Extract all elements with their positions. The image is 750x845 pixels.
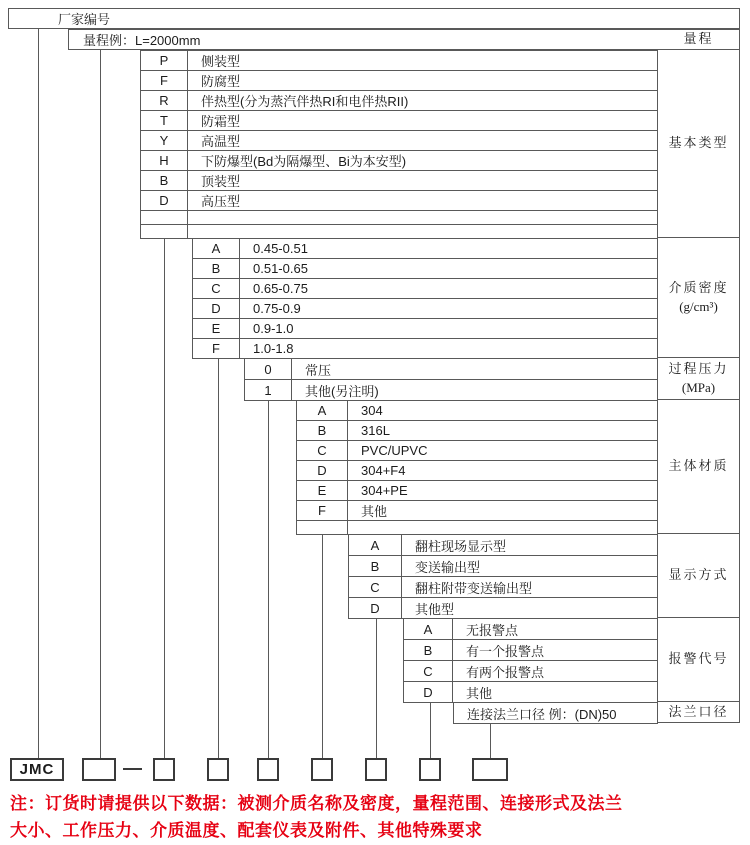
basic-type-table <box>140 50 658 239</box>
density-code: C <box>193 279 240 298</box>
material-desc: 304 <box>361 403 383 418</box>
density-desc: 1.0-1.8 <box>253 341 294 356</box>
flange-row <box>453 702 658 724</box>
label-display-mode: 显示方式 <box>658 534 740 618</box>
alarm-table <box>403 618 658 703</box>
display-code: D <box>349 598 402 618</box>
type-code: T <box>141 111 188 130</box>
type-code: Y <box>141 131 188 150</box>
connector-line <box>164 238 165 758</box>
display-code: C <box>349 577 402 597</box>
order-note-line-2: 大小、工作压力、介质温度、配套仪表及附件、其他特殊要求 <box>10 821 483 840</box>
connector-line <box>490 723 491 758</box>
material-row <box>296 421 658 441</box>
basic-type-row <box>140 131 658 151</box>
density-desc: 0.9-1.0 <box>253 321 294 336</box>
material-desc: 316L <box>361 423 390 438</box>
pressure-desc: 其他(另注明) <box>305 383 379 399</box>
connector-line <box>38 29 39 758</box>
basic-type-row <box>140 171 658 191</box>
material-row <box>296 481 658 501</box>
basic-type-row <box>140 151 658 171</box>
pressure-table <box>244 358 658 401</box>
alarm-desc: 其他 <box>466 685 493 701</box>
display-desc: 翻柱现场显示型 <box>415 538 507 554</box>
material-desc: 304+PE <box>361 483 408 498</box>
pressure-desc: 常压 <box>305 362 332 378</box>
material-code: F <box>297 501 348 520</box>
type-code: H <box>141 151 188 170</box>
display-code: A <box>349 535 402 555</box>
type-desc: 防霜型 <box>201 114 241 129</box>
material-code: C <box>297 441 348 460</box>
material-row <box>296 501 658 521</box>
model-code-box-density <box>207 758 229 781</box>
label-range: 量程 <box>658 29 740 50</box>
manufacturer-label: 厂家编号 <box>58 12 111 27</box>
basic-type-empty-row <box>140 225 658 239</box>
density-row <box>192 339 658 359</box>
model-code-box-flange <box>472 758 508 781</box>
model-code-box-material <box>311 758 333 781</box>
connector-line <box>100 50 101 758</box>
alarm-desc: 有两个报警点 <box>466 664 545 680</box>
connector-line <box>430 702 431 758</box>
pressure-code: 1 <box>245 380 292 400</box>
density-code: E <box>193 319 240 338</box>
basic-type-row <box>140 71 658 91</box>
material-desc: PVC/UPVC <box>361 443 428 458</box>
pressure-row <box>244 359 658 380</box>
density-code: B <box>193 259 240 278</box>
type-desc: 高温型 <box>201 134 241 149</box>
flange-desc: 连接法兰口径 例：(DN)50 <box>467 706 617 722</box>
alarm-row <box>403 661 658 682</box>
type-code: D <box>141 191 188 210</box>
density-row <box>192 279 658 299</box>
material-code: E <box>297 481 348 500</box>
alarm-row <box>403 640 658 661</box>
label-basic-type: 基本类型 <box>658 50 740 238</box>
type-desc: 侧装型 <box>201 54 241 69</box>
material-code: B <box>297 421 348 440</box>
basic-type-row <box>140 111 658 131</box>
alarm-code: B <box>404 640 453 660</box>
order-note-line-1: 注：订货时请提供以下数据：被测介质名称及密度，量程范围、连接形式及法兰 <box>10 794 623 813</box>
display-row <box>348 577 658 598</box>
material-empty-row <box>296 521 658 535</box>
label-density: 介质密度 (g/cm³) <box>658 238 740 358</box>
connector-line <box>268 400 269 758</box>
density-code: A <box>193 239 240 258</box>
type-desc: 顶装型 <box>201 174 241 189</box>
display-mode-table <box>348 534 658 619</box>
density-row <box>192 239 658 259</box>
model-code-separator <box>123 768 142 770</box>
display-desc: 翻柱附带变送输出型 <box>415 580 533 596</box>
connector-line <box>322 534 323 758</box>
model-code-box-alarm <box>419 758 441 781</box>
type-desc: 伴热型(分为蒸汽伴热RI和电伴热RII) <box>201 94 409 109</box>
material-desc: 其他 <box>361 504 388 519</box>
model-code-box-pressure <box>257 758 279 781</box>
model-code-box-display <box>365 758 387 781</box>
display-row <box>348 598 658 619</box>
alarm-desc: 有一个报警点 <box>466 643 545 659</box>
type-desc: 下防爆型(Bd为隔爆型、Bi为本安型) <box>201 154 407 169</box>
material-row <box>296 461 658 481</box>
label-flange-size: 法兰口径 <box>658 702 740 723</box>
density-code: D <box>193 299 240 318</box>
manufacturer-row <box>8 8 740 29</box>
material-desc: 304+F4 <box>361 463 406 478</box>
connector-line <box>376 618 377 758</box>
model-code-box-range <box>82 758 116 781</box>
type-desc: 高压型 <box>201 194 241 209</box>
basic-type-row <box>140 191 658 211</box>
material-code: D <box>297 461 348 480</box>
alarm-desc: 无报警点 <box>466 622 519 638</box>
type-code: R <box>141 91 188 110</box>
alarm-row <box>403 619 658 640</box>
material-row <box>296 401 658 421</box>
pressure-row <box>244 380 658 401</box>
material-code: A <box>297 401 348 420</box>
density-code: F <box>193 339 240 358</box>
basic-type-row <box>140 51 658 71</box>
pressure-code: 0 <box>245 359 292 379</box>
type-desc: 防腐型 <box>201 74 241 89</box>
range-text: 量程例：L=2000mm <box>83 33 201 48</box>
label-material: 主体材质 <box>658 400 740 534</box>
alarm-row <box>403 682 658 703</box>
density-desc: 0.75-0.9 <box>253 301 301 316</box>
basic-type-empty-row <box>140 211 658 225</box>
model-prefix-box: JMC <box>10 758 64 781</box>
density-desc: 0.45-0.51 <box>253 241 308 256</box>
range-row <box>68 29 658 50</box>
display-desc: 其他型 <box>415 601 455 617</box>
alarm-code: D <box>404 682 453 702</box>
density-desc: 0.65-0.75 <box>253 281 308 296</box>
display-row <box>348 556 658 577</box>
alarm-code: C <box>404 661 453 681</box>
connector-line <box>218 358 219 758</box>
density-table <box>192 238 658 359</box>
model-code-box-basic-type <box>153 758 175 781</box>
material-table <box>296 400 658 535</box>
display-code: B <box>349 556 402 576</box>
alarm-code: A <box>404 619 453 639</box>
display-desc: 变送输出型 <box>415 559 481 575</box>
density-desc: 0.51-0.65 <box>253 261 308 276</box>
material-row <box>296 441 658 461</box>
basic-type-row <box>140 91 658 111</box>
display-row <box>348 535 658 556</box>
type-code: B <box>141 171 188 190</box>
density-row <box>192 299 658 319</box>
label-pressure: 过程压力 (MPa) <box>658 358 740 400</box>
label-alarm-code: 报警代号 <box>658 618 740 702</box>
type-code: F <box>141 71 188 90</box>
type-code: P <box>141 51 188 70</box>
density-row <box>192 319 658 339</box>
density-row <box>192 259 658 279</box>
